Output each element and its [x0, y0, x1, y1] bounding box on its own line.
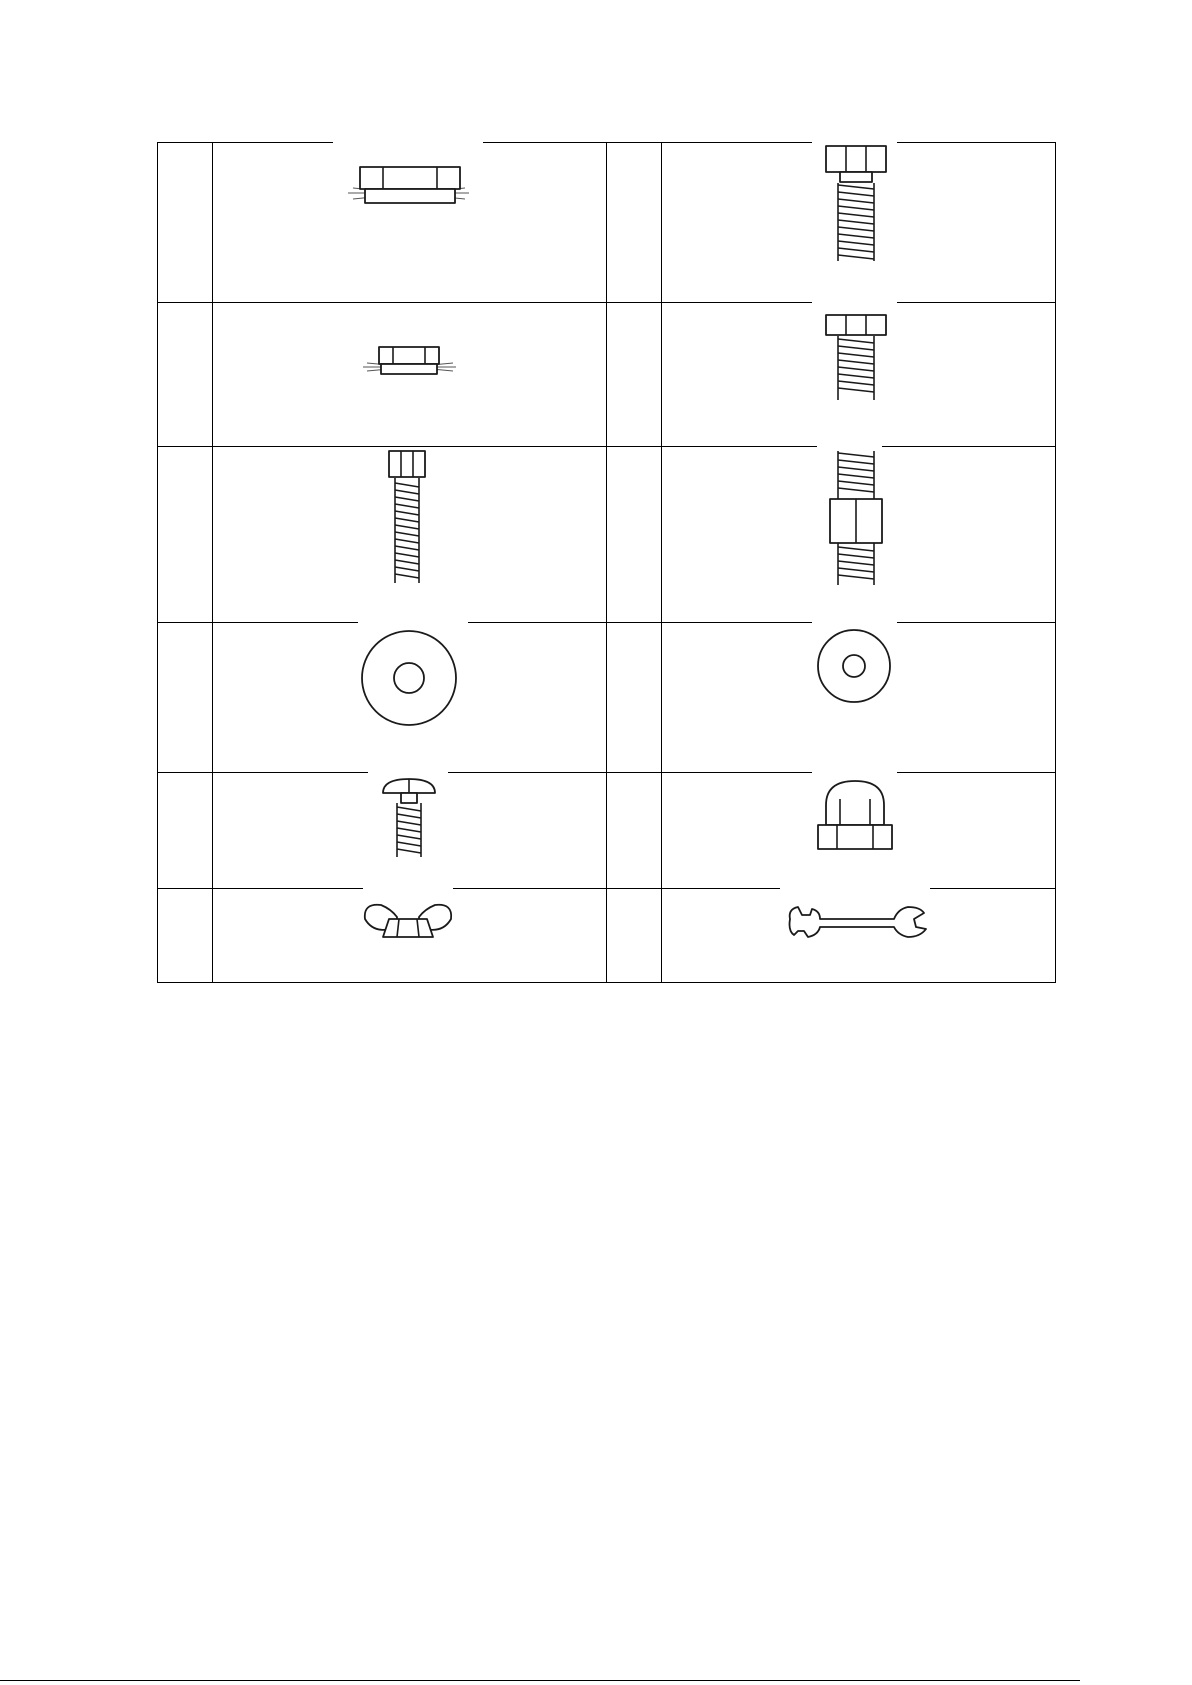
- item-number-cell: [158, 143, 213, 303]
- item-image-cell: [213, 889, 607, 983]
- item-image-cell: [213, 773, 607, 889]
- hex-bolt-long-icon: [662, 143, 1055, 273]
- item-number-cell: [158, 889, 213, 983]
- wing-nut-icon: [213, 889, 606, 959]
- open-end-wrench-icon: [662, 889, 1055, 959]
- item-image-cell: [662, 303, 1056, 447]
- item-image-cell: [662, 773, 1056, 889]
- item-image-cell: [213, 143, 607, 303]
- hex-bolt-slim-icon: [213, 447, 606, 592]
- hex-bolt-short-icon: [662, 303, 1055, 408]
- pan-head-screw-icon: [213, 773, 606, 863]
- table-row: [158, 303, 1056, 447]
- item-number-cell: [607, 143, 662, 303]
- item-number-cell: [607, 447, 662, 623]
- item-number-cell: [158, 303, 213, 447]
- table-row: [158, 447, 1056, 623]
- table-row: [158, 773, 1056, 889]
- item-image-cell: [213, 303, 607, 447]
- item-number-cell: [158, 447, 213, 623]
- flat-washer-small-icon: [662, 623, 1055, 713]
- item-image-cell: [662, 623, 1056, 773]
- item-image-cell: [213, 623, 607, 773]
- item-image-cell: [662, 143, 1056, 303]
- flat-washer-large-icon: [213, 623, 606, 733]
- table-row: [158, 889, 1056, 983]
- item-number-cell: [158, 773, 213, 889]
- footer-rule: [0, 1680, 1080, 1681]
- acorn-cap-nut-icon: [662, 773, 1055, 863]
- hex-flange-nut-large-icon: [213, 143, 606, 213]
- item-image-cell: [662, 447, 1056, 623]
- item-number-cell: [607, 623, 662, 773]
- item-number-cell: [607, 889, 662, 983]
- table-row: [158, 623, 1056, 773]
- item-number-cell: [158, 623, 213, 773]
- table-row: [158, 143, 1056, 303]
- parts-table: [157, 142, 1056, 983]
- item-number-cell: [607, 773, 662, 889]
- item-number-cell: [607, 303, 662, 447]
- item-image-cell: [213, 447, 607, 623]
- item-image-cell: [662, 889, 1056, 983]
- threaded-stud-coupler-icon: [662, 447, 1055, 592]
- hex-flange-nut-small-icon: [213, 303, 606, 383]
